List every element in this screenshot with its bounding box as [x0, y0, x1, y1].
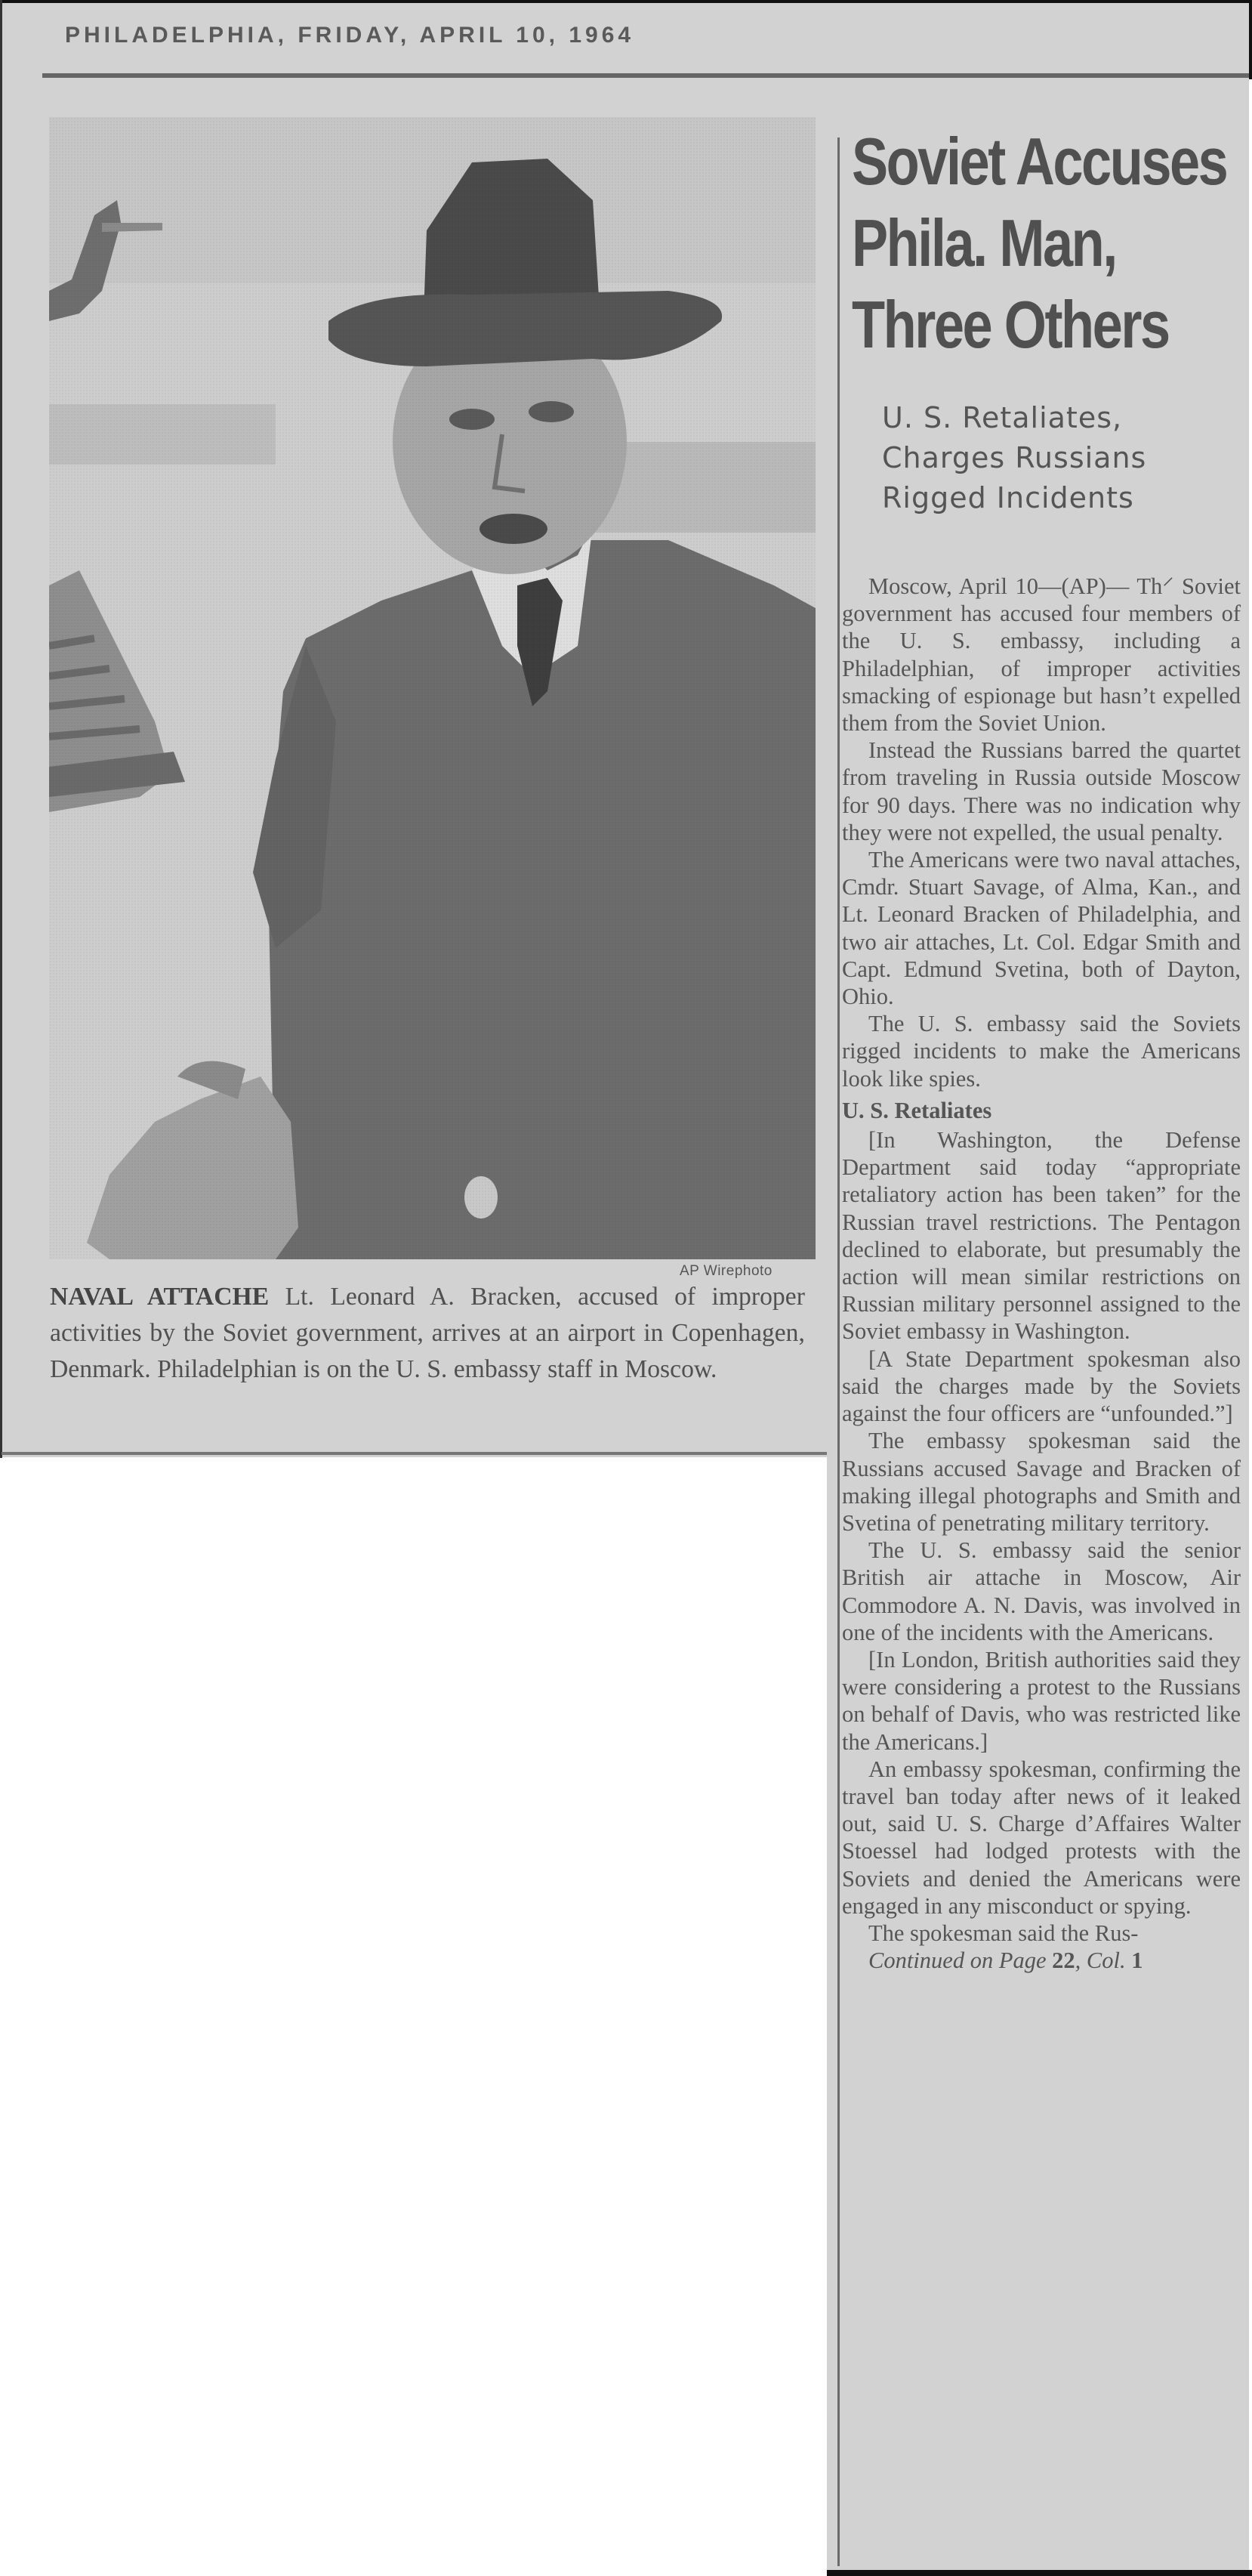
scan-edge-left: [0, 0, 2, 1458]
article-paragraph: [In London, British authorities said they were considering a protest to the Russians on behalf of Davis, who was restricted like the Americans.]: [842, 1646, 1241, 1755]
portrait-illustration-icon: [49, 117, 816, 1259]
continued-jump-line: [842, 1947, 1241, 1974]
article-paragraph: Moscow, April 10—(AP)— Th⸍ Soviet government has accused four members of the U. S. embassy, including a Philadelphian, of improper activities smacking of espionage but hasn’t expelled them from the Soviet Union.: [842, 573, 1241, 737]
deck-line: U. S. Retaliates,: [882, 401, 1123, 434]
article-body: [842, 573, 1241, 1974]
deck-line: Charges Russians: [882, 441, 1147, 474]
caption-text: Lt. Leonard A. Bracken, accused of improper activities by the Soviet government, arrives at an airport in Copenhagen, Denmark. Philadelphian is on the U. S. embassy staff in Moscow.: [50, 1283, 805, 1383]
scan-edge-right: [1249, 0, 1252, 79]
photo-caption: [50, 1279, 805, 1388]
headline-line: Three Others: [852, 287, 1169, 362]
caption-bottom-rule: [2, 1452, 827, 1455]
continued-page-number: 22: [1052, 1947, 1075, 1974]
dateline: PHILADELPHIA, FRIDAY, APRIL 10, 1964: [65, 23, 635, 48]
article-paragraph: The embassy spokesman said the Russians accused Savage and Bracken of making illegal photographs and Smith and Svetina of penetrating military territory.: [842, 1428, 1241, 1536]
continued-col-number: 1: [1131, 1947, 1143, 1974]
section-subhead: U. S. Retaliates: [842, 1097, 992, 1123]
article-paragraph: [A State Department spokesman also said the charges made by the Soviets against the four officers are “unfounded.”]: [842, 1345, 1241, 1427]
article-paragraph: An embassy spokesman, confirming the travel ban today after news of it leaked out, said U. S. Charge d’Affaires Walter Stoessel had lodged protests with the Soviets and denied the Americans were engaged in any misconduct or spying.: [842, 1756, 1241, 1919]
news-photo: [49, 117, 816, 1259]
article-paragraph: The U. S. embassy said the Soviets rigged incidents to make the Americans look like spies.: [842, 1011, 1241, 1092]
continued-prefix: Continued on Page: [868, 1947, 1053, 1974]
deck-line: Rigged Incidents: [882, 481, 1134, 514]
article-paragraph: The spokesman said the Rus-: [868, 1920, 1139, 1946]
headline: [852, 121, 1227, 366]
headline-line: Soviet Accuses: [852, 124, 1227, 199]
article-paragraph: [In Washington, the Defense Department said today “appropriate retaliatory action has been taken” for the Russian travel restrictions. The Pentagon declined to elaborate, but presumably the action will mean similar restrictions on Russian military personnel assigned to the Soviet embassy in Washington.: [842, 1127, 1241, 1345]
column-rule: [837, 137, 840, 2566]
article-paragraph: The U. S. embassy said the senior British air attache in Moscow, Air Commodore A. N. Davis, was involved in one of the incidents with the Americans.: [842, 1537, 1241, 1645]
article-paragraph: Instead the Russians barred the quartet from traveling in Russia outside Moscow for 90 days. There was no indication why they were not expelled, the usual penalty.: [842, 737, 1241, 845]
continued-col-label: , Col.: [1075, 1947, 1132, 1974]
caption-lead: NAVAL ATTACHE: [50, 1283, 270, 1311]
headline-line: Phila. Man,: [852, 205, 1116, 280]
photo-credit: AP Wirephoto: [680, 1263, 772, 1279]
article-paragraph: The Americans were two naval attaches, Cmdr. Stuart Savage, of Alma, Kan., and Lt. Leonard Bracken of Philadelphia, and two air attaches, Lt. Col. Edgar Smith and Capt. Edmund Svetina, both of Dayton, Ohio.: [842, 847, 1241, 1010]
scan-edge-bottom: [827, 2570, 1252, 2576]
scan-edge-top: [0, 0, 1252, 3]
header-rule: [42, 73, 1249, 78]
subheadline-deck: [882, 398, 1244, 518]
